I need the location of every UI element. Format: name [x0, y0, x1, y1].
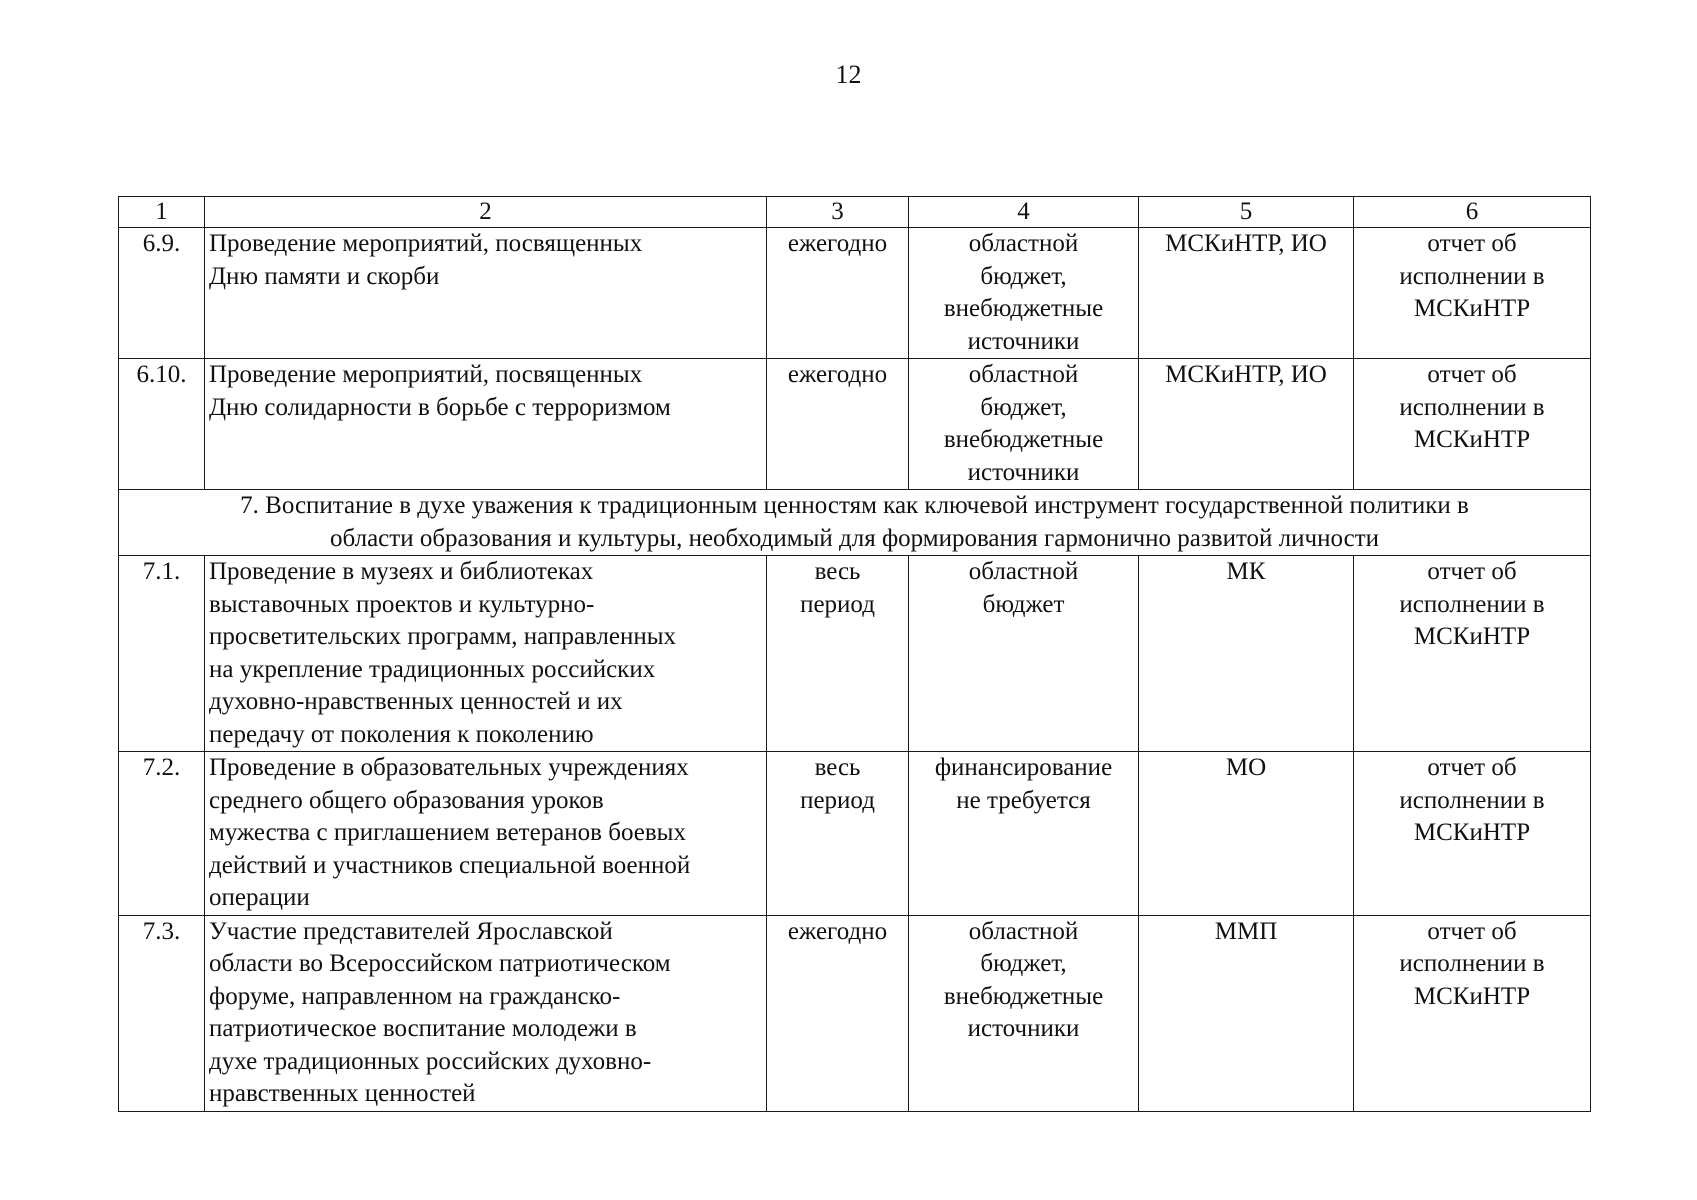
report-cell	[1354, 556, 1591, 752]
report-cell-line: отчет об	[1427, 917, 1517, 945]
activity-cell-line: Проведение мероприятий, посвященных	[209, 230, 643, 257]
funding-cell	[909, 228, 1139, 359]
executor-cell-line: МСКиНТР, ИО	[1165, 361, 1327, 388]
column-number-header: 2	[205, 197, 767, 228]
executor-cell-line: МО	[1225, 754, 1267, 781]
period-cell	[767, 228, 909, 359]
activity-cell-line: области во Всероссийском патриотическом	[209, 950, 671, 977]
funding-cell-line: внебюджетные	[943, 295, 1104, 322]
activity-cell-line: на укрепление традиционных российских	[209, 655, 656, 683]
activity-cell-line: просветительских программ, направленных	[209, 623, 677, 650]
executor-cell-line: МК	[1226, 558, 1266, 585]
column-number-header-row	[119, 197, 1591, 228]
period-cell-line: весь	[814, 754, 861, 781]
funding-cell	[909, 752, 1139, 916]
funding-cell-line: бюджет,	[980, 393, 1067, 421]
funding-cell	[909, 359, 1139, 490]
period-cell-line: весь	[814, 558, 861, 585]
item-number: 6.9.	[119, 228, 205, 359]
column-number-header: 6	[1354, 197, 1591, 228]
funding-cell-line: не требуется	[956, 786, 1091, 814]
funding-cell-line: источники	[967, 1015, 1080, 1042]
activity-cell-line: патриотическое воспитание молодежи в	[209, 1015, 637, 1042]
column-number-header: 5	[1139, 197, 1354, 228]
report-cell-line: исполнении в	[1399, 393, 1545, 421]
report-cell-line: исполнении в	[1399, 590, 1545, 618]
activity-cell	[205, 228, 767, 359]
report-cell-line: МСКиНТР	[1413, 623, 1531, 650]
item-number: 6.10.	[119, 359, 205, 490]
period-cell	[767, 359, 909, 490]
section-heading-line: 7. Воспитание в духе уважения к традиционным ценностям как ключевой инструмент государственной политики в	[240, 492, 1469, 519]
item-number: 7.2.	[119, 752, 205, 916]
funding-cell	[909, 915, 1139, 1111]
period-cell-line: период	[800, 590, 875, 618]
period-cell-line: ежегодно	[787, 917, 888, 945]
funding-cell-line: финансирование	[934, 754, 1113, 781]
executor-cell	[1139, 752, 1354, 916]
funding-cell-line: областной	[968, 361, 1079, 388]
item-number: 7.1.	[119, 556, 205, 752]
activity-plan-table	[118, 196, 1591, 1112]
activity-cell-line: Дню памяти и скорби	[209, 262, 440, 290]
activity-cell-line: Дню солидарности в борьбе с терроризмом	[209, 393, 671, 421]
table-row	[119, 556, 1591, 752]
activity-cell-line: форуме, направленном на гражданско-	[209, 982, 621, 1010]
page-number: 12	[835, 60, 862, 89]
funding-cell-line: областной	[968, 558, 1079, 585]
activity-cell-line: Проведение в музеях и библиотеках	[209, 558, 594, 585]
report-cell-line: МСКиНТР	[1413, 426, 1531, 453]
report-cell-line: исполнении в	[1399, 950, 1545, 977]
column-number-header: 3	[767, 197, 909, 228]
funding-cell-line: бюджет,	[980, 262, 1067, 290]
report-cell	[1354, 915, 1591, 1111]
activity-cell-line: среднего общего образования уроков	[209, 786, 604, 814]
funding-cell-line: областной	[968, 917, 1079, 945]
report-cell-line: отчет об	[1427, 230, 1517, 257]
column-number-header: 4	[909, 197, 1139, 228]
funding-cell-line: бюджет	[982, 590, 1065, 618]
executor-cell-line: МСКиНТР, ИО	[1165, 230, 1327, 257]
report-cell-line: МСКиНТР	[1413, 819, 1531, 846]
report-cell	[1354, 228, 1591, 359]
funding-cell-line: областной	[968, 230, 1079, 257]
executor-cell	[1139, 915, 1354, 1111]
section-heading-row	[119, 490, 1591, 556]
column-number-header: 1	[119, 197, 205, 228]
activity-cell-line: Проведение в образовательных учреждениях	[209, 754, 689, 781]
funding-cell-line: бюджет,	[980, 950, 1067, 977]
table-row	[119, 359, 1591, 490]
period-cell	[767, 752, 909, 916]
activity-cell-line: духовно-нравственных ценностей и их	[209, 688, 623, 715]
funding-cell-line: внебюджетные	[943, 426, 1104, 453]
executor-cell	[1139, 556, 1354, 752]
table-row	[119, 915, 1591, 1111]
executor-cell	[1139, 228, 1354, 359]
funding-cell-line: внебюджетные	[943, 982, 1104, 1010]
table-row	[119, 228, 1591, 359]
report-cell-line: отчет об	[1427, 558, 1517, 585]
period-cell-line: ежегодно	[787, 230, 888, 257]
period-cell-line: период	[800, 786, 875, 814]
report-cell-line: исполнении в	[1399, 262, 1545, 290]
report-cell-line: отчет об	[1427, 361, 1517, 388]
activity-cell-line: операции	[209, 884, 310, 911]
activity-cell-line: Участие представителей Ярославской	[209, 917, 613, 945]
report-cell-line: отчет об	[1427, 754, 1517, 781]
report-cell	[1354, 752, 1591, 916]
funding-cell-line: источники	[967, 458, 1080, 486]
activity-cell-line: нравственных ценностей	[209, 1080, 476, 1107]
activity-cell	[205, 556, 767, 752]
funding-cell	[909, 556, 1139, 752]
activity-cell	[205, 915, 767, 1111]
activity-cell	[205, 359, 767, 490]
report-cell-line: МСКиНТР	[1413, 982, 1531, 1010]
activity-cell	[205, 752, 767, 916]
section-heading	[119, 490, 1591, 556]
activity-cell-line: выставочных проектов и культурно-	[209, 590, 595, 618]
table-row	[119, 752, 1591, 916]
executor-cell	[1139, 359, 1354, 490]
activity-cell-line: Проведение мероприятий, посвященных	[209, 361, 643, 388]
executor-cell-line: ММП	[1214, 917, 1278, 945]
period-cell	[767, 915, 909, 1111]
period-cell-line: ежегодно	[787, 361, 888, 388]
item-number: 7.3.	[119, 915, 205, 1111]
report-cell-line: исполнении в	[1399, 786, 1545, 814]
section-heading-line: области образования и культуры, необходимый для формирования гармонично развитой личности	[330, 524, 1379, 552]
period-cell	[767, 556, 909, 752]
activity-cell-line: передачу от поколения к поколению	[209, 720, 594, 748]
activity-cell-line: мужества с приглашением ветеранов боевых	[209, 819, 686, 846]
funding-cell-line: источники	[967, 327, 1080, 355]
activity-cell-line: действий и участников специальной военной	[209, 851, 691, 879]
activity-cell-line: духе традиционных российских духовно-	[209, 1047, 652, 1075]
report-cell-line: МСКиНТР	[1413, 295, 1531, 322]
report-cell	[1354, 359, 1591, 490]
